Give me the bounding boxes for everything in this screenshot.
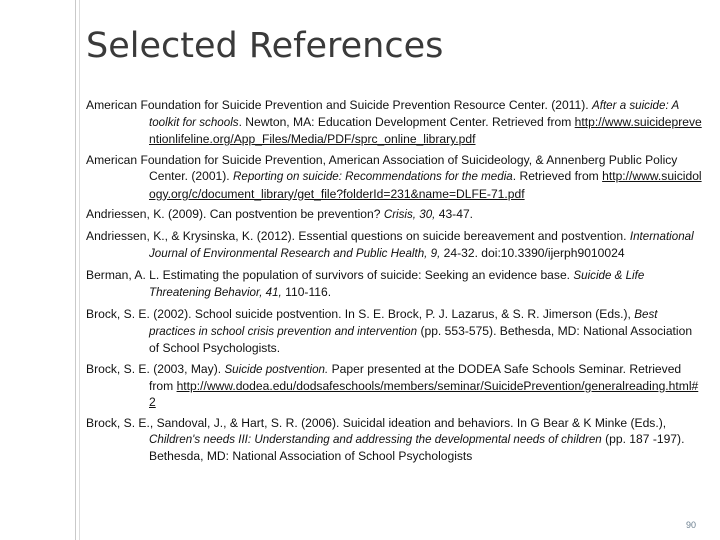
reference-text: American Foundation for Suicide Prevention, American Association of Suicideology, & Annenberg Public Policy Center. (2001). bbox=[86, 153, 678, 184]
left-border-line-inner bbox=[79, 0, 80, 540]
reference-title: International Journal of Environmental Research and Public Health, 9, bbox=[149, 229, 694, 261]
reference-title: Crisis, 30, bbox=[383, 208, 436, 222]
reference-text: Andriessen, K. (2009). Can postvention be prevention? bbox=[86, 207, 384, 222]
reference-text: Brock, S. E. (2003, May). bbox=[86, 361, 225, 376]
reference-item bbox=[86, 228, 702, 262]
reference-text: 43-47. bbox=[435, 207, 474, 222]
reference-text: . Newton, MA: Education Development Center. Retrieved from bbox=[238, 115, 575, 130]
reference-item bbox=[86, 206, 702, 223]
reference-text: 110-116. bbox=[281, 285, 332, 300]
page-number: 90 bbox=[685, 520, 696, 530]
reference-title: Reporting on suicide: Recommendations for the media bbox=[233, 170, 513, 184]
reference-list bbox=[86, 97, 702, 469]
reference-text: 24-32. doi:10.3390/ijerph9010024 bbox=[440, 246, 625, 261]
reference-title: Children's needs III: Understanding and addressing the developmental needs of children bbox=[149, 433, 602, 447]
reference-title: Suicide & Life Threatening Behavior, 41, bbox=[149, 268, 645, 300]
reference-item bbox=[86, 152, 702, 202]
reference-item bbox=[86, 97, 702, 148]
reference-item bbox=[86, 361, 702, 411]
reference-text: Brock, S. E. (2002). School suicide postvention. In S. E. Brock, P. J. Lazarus, & S. R. Jimerson (Eds.), bbox=[86, 306, 635, 321]
reference-text: American Foundation for Suicide Prevention and Suicide Prevention Resource Center. (2011). bbox=[86, 98, 592, 112]
reference-link[interactable]: http://www.dodea.edu/dodsafeschools/members/seminar/SuicidePrevention/generalreading.html#2 bbox=[149, 379, 699, 410]
reference-link[interactable]: http://www.suicidepreventionlifeline.org/App_Files/Media/PDF/sprc_online_library.pdf bbox=[149, 115, 702, 147]
reference-title: After a suicide: A toolkit for schools bbox=[149, 99, 679, 130]
reference-title: Suicide postvention. bbox=[224, 362, 329, 376]
reference-text: Andriessen, K., & Krysinska, K. (2012). Essential questions on suicide bereavement and postvention. bbox=[86, 228, 630, 243]
reference-title: Best practices in school crisis prevention and intervention bbox=[149, 307, 658, 338]
left-border-line bbox=[75, 0, 76, 540]
reference-item bbox=[86, 267, 702, 301]
slide-title: Selected References bbox=[86, 26, 444, 66]
reference-item bbox=[86, 306, 702, 357]
reference-link[interactable]: http://www.suicidology.org/c/document_library/get_file?folderId=231&name=DLFE-71.pdf bbox=[149, 169, 702, 201]
reference-text: Brock, S. E., Sandoval, J., & Hart, S. R. (2006). Suicidal ideation and behaviors. In G Bear & K Minke (Eds.), bbox=[86, 415, 667, 430]
reference-text: (pp. 187 -197). Bethesda, MD: National Association of School Psychologists bbox=[149, 432, 685, 464]
reference-text: Berman, A. L. Estimating the population of survivors of suicide: Seeking an evidence base. bbox=[86, 267, 574, 282]
reference-text: . Retrieved from bbox=[512, 169, 603, 184]
reference-text: Paper presented at the DODEA Safe Schools Seminar. Retrieved from bbox=[149, 361, 682, 394]
reference-item bbox=[86, 415, 702, 465]
reference-text: (pp. 553-575). Bethesda, MD: National Association of School Psychologists. bbox=[149, 323, 693, 356]
